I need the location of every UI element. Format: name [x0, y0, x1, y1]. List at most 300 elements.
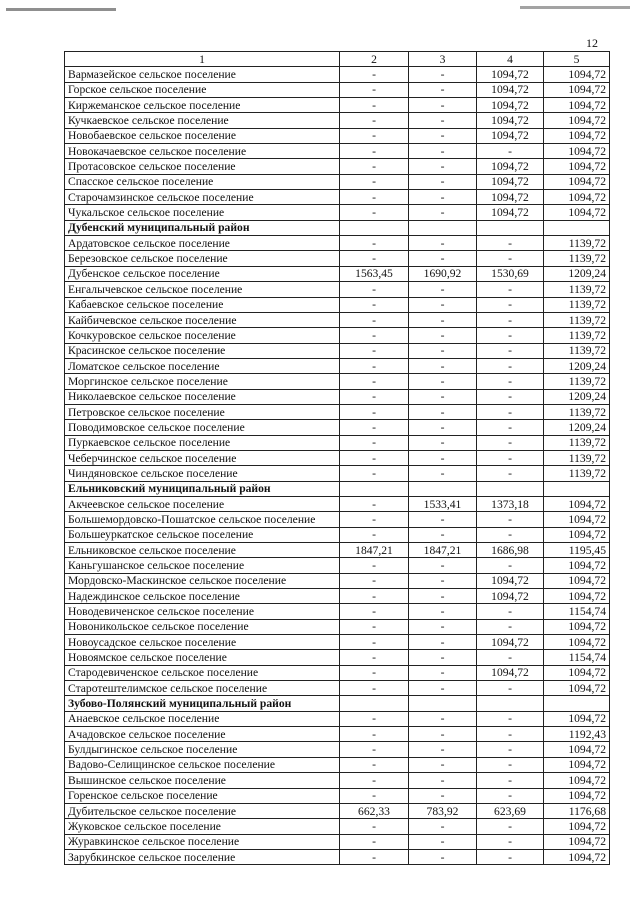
value-cell-col5: 1094,72: [544, 773, 610, 788]
value-cell-col2: -: [340, 650, 409, 665]
value-cell-col3: -: [409, 113, 477, 128]
value-cell-col3: -: [409, 727, 477, 742]
value-cell-col5: 1139,72: [544, 404, 610, 419]
settlement-name: Мордовско-Маскинское сельское поселение: [65, 573, 340, 588]
value-cell-col3: -: [409, 619, 477, 634]
column-header: 1: [65, 52, 340, 67]
value-cell-col2: -: [340, 589, 409, 604]
value-cell-col3: -: [409, 466, 477, 481]
settlement-name: Протасовское сельское поселение: [65, 159, 340, 174]
settlement-name: Дубительское сельское поселение: [65, 803, 340, 818]
settlement-name: Кабаевское сельское поселение: [65, 297, 340, 312]
value-cell-col5: 1094,72: [544, 619, 610, 634]
settlement-name: Надеждинское сельское поселение: [65, 589, 340, 604]
table-body: [65, 67, 610, 865]
scan-edge-mark: [520, 6, 630, 9]
value-cell-col2: [340, 220, 409, 235]
value-cell-col2: -: [340, 773, 409, 788]
value-cell-col4: -: [477, 144, 544, 159]
value-cell-col5: 1094,72: [544, 512, 610, 527]
value-cell-col3: -: [409, 389, 477, 404]
table-row: [65, 635, 610, 650]
table-row: [65, 849, 610, 864]
value-cell-col2: -: [340, 450, 409, 465]
value-cell-col5: 1094,72: [544, 849, 610, 864]
settlement-name: Березовское сельское поселение: [65, 251, 340, 266]
district-header-row: [65, 696, 610, 711]
value-cell-col4: -: [477, 297, 544, 312]
value-cell-col5: 1139,72: [544, 343, 610, 358]
value-cell-col3: 1847,21: [409, 543, 477, 558]
value-cell-col3: -: [409, 374, 477, 389]
value-cell-col3: 1533,41: [409, 496, 477, 511]
value-cell-col3: -: [409, 650, 477, 665]
value-cell-col3: -: [409, 328, 477, 343]
value-cell-col2: -: [340, 420, 409, 435]
settlement-name: Старотештелимское сельское поселение: [65, 681, 340, 696]
value-cell-col3: -: [409, 312, 477, 327]
value-cell-col5: 1139,72: [544, 236, 610, 251]
value-cell-col3: -: [409, 527, 477, 542]
value-cell-col5: 1139,72: [544, 374, 610, 389]
value-cell-col3: -: [409, 573, 477, 588]
value-cell-col5: 1094,72: [544, 742, 610, 757]
value-cell-col5: 1094,72: [544, 159, 610, 174]
settlement-name: Киржеманское сельское поселение: [65, 98, 340, 113]
value-cell-col2: -: [340, 635, 409, 650]
table-row: [65, 328, 610, 343]
value-cell-col4: -: [477, 527, 544, 542]
table-row: [65, 159, 610, 174]
value-cell-col4: -: [477, 742, 544, 757]
value-cell-col5: 1094,72: [544, 128, 610, 143]
value-cell-col3: [409, 481, 477, 496]
value-cell-col4: 1094,72: [477, 159, 544, 174]
value-cell-col3: -: [409, 819, 477, 834]
value-cell-col2: -: [340, 711, 409, 726]
value-cell-col5: 1094,72: [544, 144, 610, 159]
table-row: [65, 665, 610, 680]
value-cell-col3: -: [409, 665, 477, 680]
settlement-name: Булдыгинское сельское поселение: [65, 742, 340, 757]
value-cell-col2: -: [340, 404, 409, 419]
table-row: [65, 543, 610, 558]
value-cell-col3: -: [409, 742, 477, 757]
value-cell-col2: -: [340, 849, 409, 864]
value-cell-col4: -: [477, 389, 544, 404]
value-cell-col3: -: [409, 358, 477, 373]
value-cell-col2: -: [340, 312, 409, 327]
table-row: [65, 803, 610, 818]
value-cell-col2: -: [340, 159, 409, 174]
table-row: [65, 711, 610, 726]
value-cell-col4: 1094,72: [477, 98, 544, 113]
value-cell-col2: -: [340, 113, 409, 128]
value-cell-col5: 1139,72: [544, 328, 610, 343]
value-cell-col4: 1094,72: [477, 635, 544, 650]
value-cell-col3: -: [409, 849, 477, 864]
value-cell-col4: -: [477, 681, 544, 696]
settlement-name: Пуркаевское сельское поселение: [65, 435, 340, 450]
value-cell-col5: 1192,43: [544, 727, 610, 742]
value-cell-col5: 1154,74: [544, 604, 610, 619]
table-row: [65, 450, 610, 465]
value-cell-col5: 1094,72: [544, 589, 610, 604]
value-cell-col5: 1209,24: [544, 358, 610, 373]
value-cell-col4: -: [477, 834, 544, 849]
value-cell-col5: 1094,72: [544, 757, 610, 772]
value-cell-col4: 1094,72: [477, 113, 544, 128]
value-cell-col4: -: [477, 558, 544, 573]
value-cell-col2: -: [340, 834, 409, 849]
settlement-name: Ачадовское сельское поселение: [65, 727, 340, 742]
value-cell-col5: 1139,72: [544, 251, 610, 266]
settlement-name: Моргинское сельское поселение: [65, 374, 340, 389]
value-cell-col2: -: [340, 819, 409, 834]
column-header: 3: [409, 52, 477, 67]
table-row: [65, 742, 610, 757]
district-name: Ельниковский муниципальный район: [65, 481, 340, 496]
value-cell-col5: 1094,72: [544, 174, 610, 189]
settlement-name: Спасское сельское поселение: [65, 174, 340, 189]
value-cell-col4: -: [477, 358, 544, 373]
value-cell-col2: -: [340, 144, 409, 159]
value-cell-col4: 1094,72: [477, 128, 544, 143]
value-cell-col2: -: [340, 727, 409, 742]
value-cell-col3: [409, 220, 477, 235]
value-cell-col5: 1094,72: [544, 788, 610, 803]
value-cell-col3: 1690,92: [409, 266, 477, 281]
value-cell-col2: -: [340, 128, 409, 143]
value-cell-col5: 1094,72: [544, 558, 610, 573]
settlement-name: Николаевское сельское поселение: [65, 389, 340, 404]
table-row: [65, 589, 610, 604]
value-cell-col2: -: [340, 466, 409, 481]
value-cell-col3: -: [409, 251, 477, 266]
value-cell-col2: -: [340, 665, 409, 680]
table-row: [65, 512, 610, 527]
value-cell-col2: -: [340, 190, 409, 205]
value-cell-col3: -: [409, 67, 477, 82]
page-number: 12: [586, 36, 598, 50]
settlement-name: Горенское сельское поселение: [65, 788, 340, 803]
value-cell-col2: 1847,21: [340, 543, 409, 558]
table-row: [65, 819, 610, 834]
value-cell-col5: 1094,72: [544, 82, 610, 97]
settlement-name: Новокачаевское сельское поселение: [65, 144, 340, 159]
table-row: [65, 604, 610, 619]
table-row: [65, 773, 610, 788]
value-cell-col3: -: [409, 711, 477, 726]
value-cell-col4: -: [477, 849, 544, 864]
settlement-name: Чеберчинское сельское поселение: [65, 450, 340, 465]
value-cell-col5: 1094,72: [544, 819, 610, 834]
table-row: [65, 404, 610, 419]
settlement-name: Новодевиченское сельское поселение: [65, 604, 340, 619]
table-row: [65, 236, 610, 251]
settlement-name: Кочкуровское сельское поселение: [65, 328, 340, 343]
value-cell-col3: -: [409, 558, 477, 573]
value-cell-col5: 1094,72: [544, 67, 610, 82]
settlement-name: Стародевиченское сельское поселение: [65, 665, 340, 680]
value-cell-col3: -: [409, 604, 477, 619]
table-row: [65, 619, 610, 634]
value-cell-col2: -: [340, 251, 409, 266]
value-cell-col2: -: [340, 742, 409, 757]
value-cell-col4: -: [477, 619, 544, 634]
table-row: [65, 435, 610, 450]
value-cell-col5: 1139,72: [544, 450, 610, 465]
value-cell-col3: -: [409, 435, 477, 450]
settlement-name: Поводимовское сельское поселение: [65, 420, 340, 435]
value-cell-col2: 1563,45: [340, 266, 409, 281]
value-cell-col4: 1094,72: [477, 573, 544, 588]
table-row: [65, 343, 610, 358]
value-cell-col3: -: [409, 788, 477, 803]
value-cell-col3: -: [409, 82, 477, 97]
value-cell-col5: 1094,72: [544, 711, 610, 726]
table-row: [65, 82, 610, 97]
value-cell-col2: -: [340, 374, 409, 389]
value-cell-col2: -: [340, 435, 409, 450]
value-cell-col3: -: [409, 236, 477, 251]
value-cell-col2: -: [340, 282, 409, 297]
value-cell-col4: -: [477, 727, 544, 742]
settlement-name: Большеуркатское сельское поселение: [65, 527, 340, 542]
table-row: [65, 251, 610, 266]
settlement-name: Вармазейское сельское поселение: [65, 67, 340, 82]
value-cell-col2: -: [340, 67, 409, 82]
value-cell-col5: 1094,72: [544, 635, 610, 650]
value-cell-col5: [544, 220, 610, 235]
value-cell-col2: -: [340, 297, 409, 312]
value-cell-col4: 1094,72: [477, 205, 544, 220]
table-row: [65, 389, 610, 404]
settlement-name: Ельниковское сельское поселение: [65, 543, 340, 558]
settlement-name: Чукальское сельское поселение: [65, 205, 340, 220]
value-cell-col3: [409, 696, 477, 711]
table-row: [65, 466, 610, 481]
table-header-row: [65, 52, 610, 67]
value-cell-col2: -: [340, 343, 409, 358]
value-cell-col5: 1154,74: [544, 650, 610, 665]
value-cell-col3: -: [409, 190, 477, 205]
value-cell-col5: 1094,72: [544, 834, 610, 849]
value-cell-col3: -: [409, 144, 477, 159]
value-cell-col3: -: [409, 450, 477, 465]
value-cell-col4: -: [477, 604, 544, 619]
value-cell-col4: 1686,98: [477, 543, 544, 558]
value-cell-col5: 1094,72: [544, 573, 610, 588]
value-cell-col2: -: [340, 174, 409, 189]
table-row: [65, 98, 610, 113]
value-cell-col4: 1094,72: [477, 589, 544, 604]
value-cell-col4: -: [477, 420, 544, 435]
value-cell-col2: -: [340, 757, 409, 772]
value-cell-col5: [544, 481, 610, 496]
table-row: [65, 727, 610, 742]
settlement-name: Петровское сельское поселение: [65, 404, 340, 419]
value-cell-col4: [477, 696, 544, 711]
column-header: 5: [544, 52, 610, 67]
value-cell-col4: -: [477, 466, 544, 481]
value-cell-col5: 1139,72: [544, 435, 610, 450]
value-cell-col5: 1094,72: [544, 681, 610, 696]
settlement-name: Горское сельское поселение: [65, 82, 340, 97]
value-cell-col5: 1139,72: [544, 282, 610, 297]
table-row: [65, 312, 610, 327]
value-cell-col5: 1139,72: [544, 297, 610, 312]
value-cell-col5: 1094,72: [544, 205, 610, 220]
value-cell-col5: 1139,72: [544, 312, 610, 327]
value-cell-col3: -: [409, 834, 477, 849]
settlement-name: Большемордовско-Пошатское сельское поселение: [65, 512, 340, 527]
value-cell-col3: -: [409, 635, 477, 650]
table-row: [65, 527, 610, 542]
table-row: [65, 266, 610, 281]
value-cell-col3: 783,92: [409, 803, 477, 818]
value-cell-col2: -: [340, 98, 409, 113]
table-row: [65, 374, 610, 389]
value-cell-col5: 1094,72: [544, 496, 610, 511]
value-cell-col3: -: [409, 174, 477, 189]
settlement-name: Старочамзинское сельское поселение: [65, 190, 340, 205]
value-cell-col4: -: [477, 312, 544, 327]
value-cell-col5: 1094,72: [544, 665, 610, 680]
value-cell-col3: -: [409, 205, 477, 220]
settlement-name: Чиндяновское сельское поселение: [65, 466, 340, 481]
value-cell-col5: 1209,24: [544, 420, 610, 435]
table-row: [65, 297, 610, 312]
value-cell-col4: -: [477, 404, 544, 419]
table-row: [65, 496, 610, 511]
value-cell-col2: 662,33: [340, 803, 409, 818]
district-name: Дубенский муниципальный район: [65, 220, 340, 235]
table-row: [65, 650, 610, 665]
value-cell-col2: -: [340, 573, 409, 588]
settlement-name: Новоникольское сельское поселение: [65, 619, 340, 634]
value-cell-col2: -: [340, 604, 409, 619]
value-cell-col4: 1094,72: [477, 665, 544, 680]
table-row: [65, 834, 610, 849]
settlement-name: Анаевское сельское поселение: [65, 711, 340, 726]
value-cell-col3: -: [409, 589, 477, 604]
value-cell-col3: -: [409, 681, 477, 696]
table-row: [65, 420, 610, 435]
settlement-name: Ломатское сельское поселение: [65, 358, 340, 373]
table-row: [65, 757, 610, 772]
value-cell-col5: 1094,72: [544, 190, 610, 205]
settlement-name: Каньгушанское сельское поселение: [65, 558, 340, 573]
settlement-name: Вадово-Селищинское сельское поселение: [65, 757, 340, 772]
value-cell-col3: -: [409, 128, 477, 143]
value-cell-col3: -: [409, 757, 477, 772]
value-cell-col5: 1094,72: [544, 113, 610, 128]
table-row: [65, 788, 610, 803]
value-cell-col4: [477, 481, 544, 496]
value-cell-col4: -: [477, 328, 544, 343]
settlement-name: Новобаевское сельское поселение: [65, 128, 340, 143]
value-cell-col4: -: [477, 251, 544, 266]
settlement-name: Вышинское сельское поселение: [65, 773, 340, 788]
value-cell-col4: 1094,72: [477, 190, 544, 205]
table-row: [65, 205, 610, 220]
column-header: 2: [340, 52, 409, 67]
value-cell-col3: -: [409, 420, 477, 435]
value-cell-col5: 1094,72: [544, 527, 610, 542]
settlement-name: Ардатовское сельское поселение: [65, 236, 340, 251]
value-cell-col2: -: [340, 512, 409, 527]
value-cell-col4: -: [477, 435, 544, 450]
value-cell-col3: -: [409, 297, 477, 312]
table-row: [65, 113, 610, 128]
settlement-name: Дубенское сельское поселение: [65, 266, 340, 281]
value-cell-col2: [340, 696, 409, 711]
value-cell-col5: 1195,45: [544, 543, 610, 558]
value-cell-col3: -: [409, 98, 477, 113]
value-cell-col3: -: [409, 404, 477, 419]
value-cell-col5: 1176,68: [544, 803, 610, 818]
value-cell-col2: -: [340, 558, 409, 573]
value-cell-col2: -: [340, 205, 409, 220]
table-row: [65, 174, 610, 189]
settlement-name: Красинское сельское поселение: [65, 343, 340, 358]
settlement-name: Кайбичевское сельское поселение: [65, 312, 340, 327]
value-cell-col2: -: [340, 236, 409, 251]
value-cell-col4: -: [477, 757, 544, 772]
settlement-name: Жуковское сельское поселение: [65, 819, 340, 834]
value-cell-col2: -: [340, 788, 409, 803]
value-cell-col4: -: [477, 282, 544, 297]
value-cell-col4: [477, 220, 544, 235]
value-cell-col4: 623,69: [477, 803, 544, 818]
value-cell-col4: -: [477, 343, 544, 358]
value-cell-col2: -: [340, 619, 409, 634]
district-name: Зубово-Полянский муниципальный район: [65, 696, 340, 711]
table-row: [65, 681, 610, 696]
value-cell-col5: 1139,72: [544, 466, 610, 481]
value-cell-col2: -: [340, 527, 409, 542]
value-cell-col4: 1373,18: [477, 496, 544, 511]
value-cell-col5: 1209,24: [544, 389, 610, 404]
value-cell-col4: -: [477, 236, 544, 251]
table-row: [65, 558, 610, 573]
value-cell-col4: 1094,72: [477, 82, 544, 97]
value-cell-col3: -: [409, 773, 477, 788]
district-header-row: [65, 220, 610, 235]
value-cell-col4: 1530,69: [477, 266, 544, 281]
value-cell-col3: -: [409, 343, 477, 358]
value-cell-col2: -: [340, 358, 409, 373]
table-row: [65, 358, 610, 373]
settlement-name: Акчеевское сельское поселение: [65, 496, 340, 511]
value-cell-col4: -: [477, 650, 544, 665]
scan-edge-mark: [6, 8, 116, 11]
value-cell-col3: -: [409, 512, 477, 527]
district-header-row: [65, 481, 610, 496]
settlement-name: Кучкаевское сельское поселение: [65, 113, 340, 128]
value-cell-col2: [340, 481, 409, 496]
value-cell-col4: -: [477, 450, 544, 465]
table-row: [65, 128, 610, 143]
value-cell-col4: -: [477, 788, 544, 803]
value-cell-col5: [544, 696, 610, 711]
settlement-name: Енгалычевское сельское поселение: [65, 282, 340, 297]
value-cell-col5: 1094,72: [544, 98, 610, 113]
value-cell-col2: -: [340, 389, 409, 404]
settlements-table: [64, 51, 610, 865]
column-header: 4: [477, 52, 544, 67]
